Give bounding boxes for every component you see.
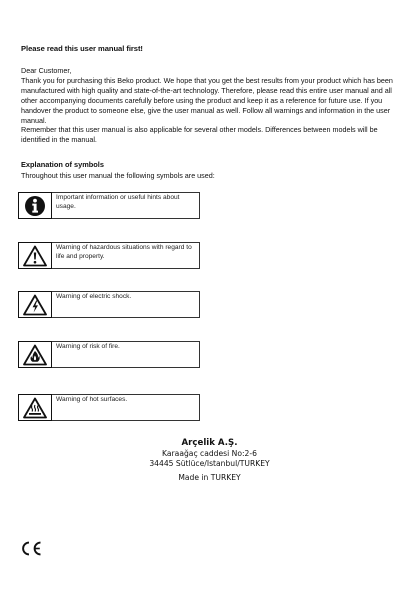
fire-icon <box>18 341 52 368</box>
address-line-2: 34445 Sütlüce/Istanbul/TURKEY <box>149 459 270 468</box>
company-name: Arçelik A.Ş. <box>181 438 238 448</box>
symbol-row-electric <box>18 291 200 318</box>
intro-greeting: Dear Customer, <box>21 66 72 75</box>
electric-shock-icon <box>18 291 52 318</box>
info-icon <box>18 192 52 219</box>
intro-text <box>21 66 399 145</box>
symbol-desc-fire: Warning of risk of fire. <box>52 341 200 368</box>
symbol-desc-warning: Warning of hazardous situations with regard to life and property. <box>52 242 200 269</box>
symbols-title: Explanation of symbols <box>21 160 104 169</box>
hot-surface-icon <box>18 394 52 421</box>
symbol-row-fire <box>18 341 200 368</box>
warning-triangle-icon <box>18 242 52 269</box>
symbol-desc-info: Important information or useful hints about usage. <box>52 192 200 219</box>
symbol-row-info <box>18 192 200 219</box>
ce-mark-icon <box>20 541 42 556</box>
intro-paragraph-1: Thank you for purchasing this Beko product. We hope that you get the best results from your product which has been manufactured with high quality and state-of-the-art technology. Therefore, please read this entire user manual and all other accompanying documents carefully before using the product and keep it as a reference for future use. If you handover the product to someone else, give the user manual as well. Follow all warnings and information in the user manual. <box>21 75 393 125</box>
address-line-1: Karaağaç caddesi No:2-6 <box>162 449 257 458</box>
symbol-desc-hot-surface: Warning of hot surfaces. <box>52 394 200 421</box>
made-in: Made in TURKEY <box>178 473 241 482</box>
symbol-row-hot-surface <box>18 394 200 421</box>
page-heading: Please read this user manual first! <box>21 44 143 53</box>
intro-paragraph-2: Remember that this user manual is also applicable for several other models. Differences between models will be identified in the manual. <box>21 125 378 145</box>
symbol-row-warning <box>18 242 200 269</box>
symbols-subtitle: Throughout this user manual the following symbols are used: <box>21 171 215 180</box>
symbol-desc-electric: Warning of electric shock. <box>52 291 200 318</box>
company-address <box>0 438 419 483</box>
